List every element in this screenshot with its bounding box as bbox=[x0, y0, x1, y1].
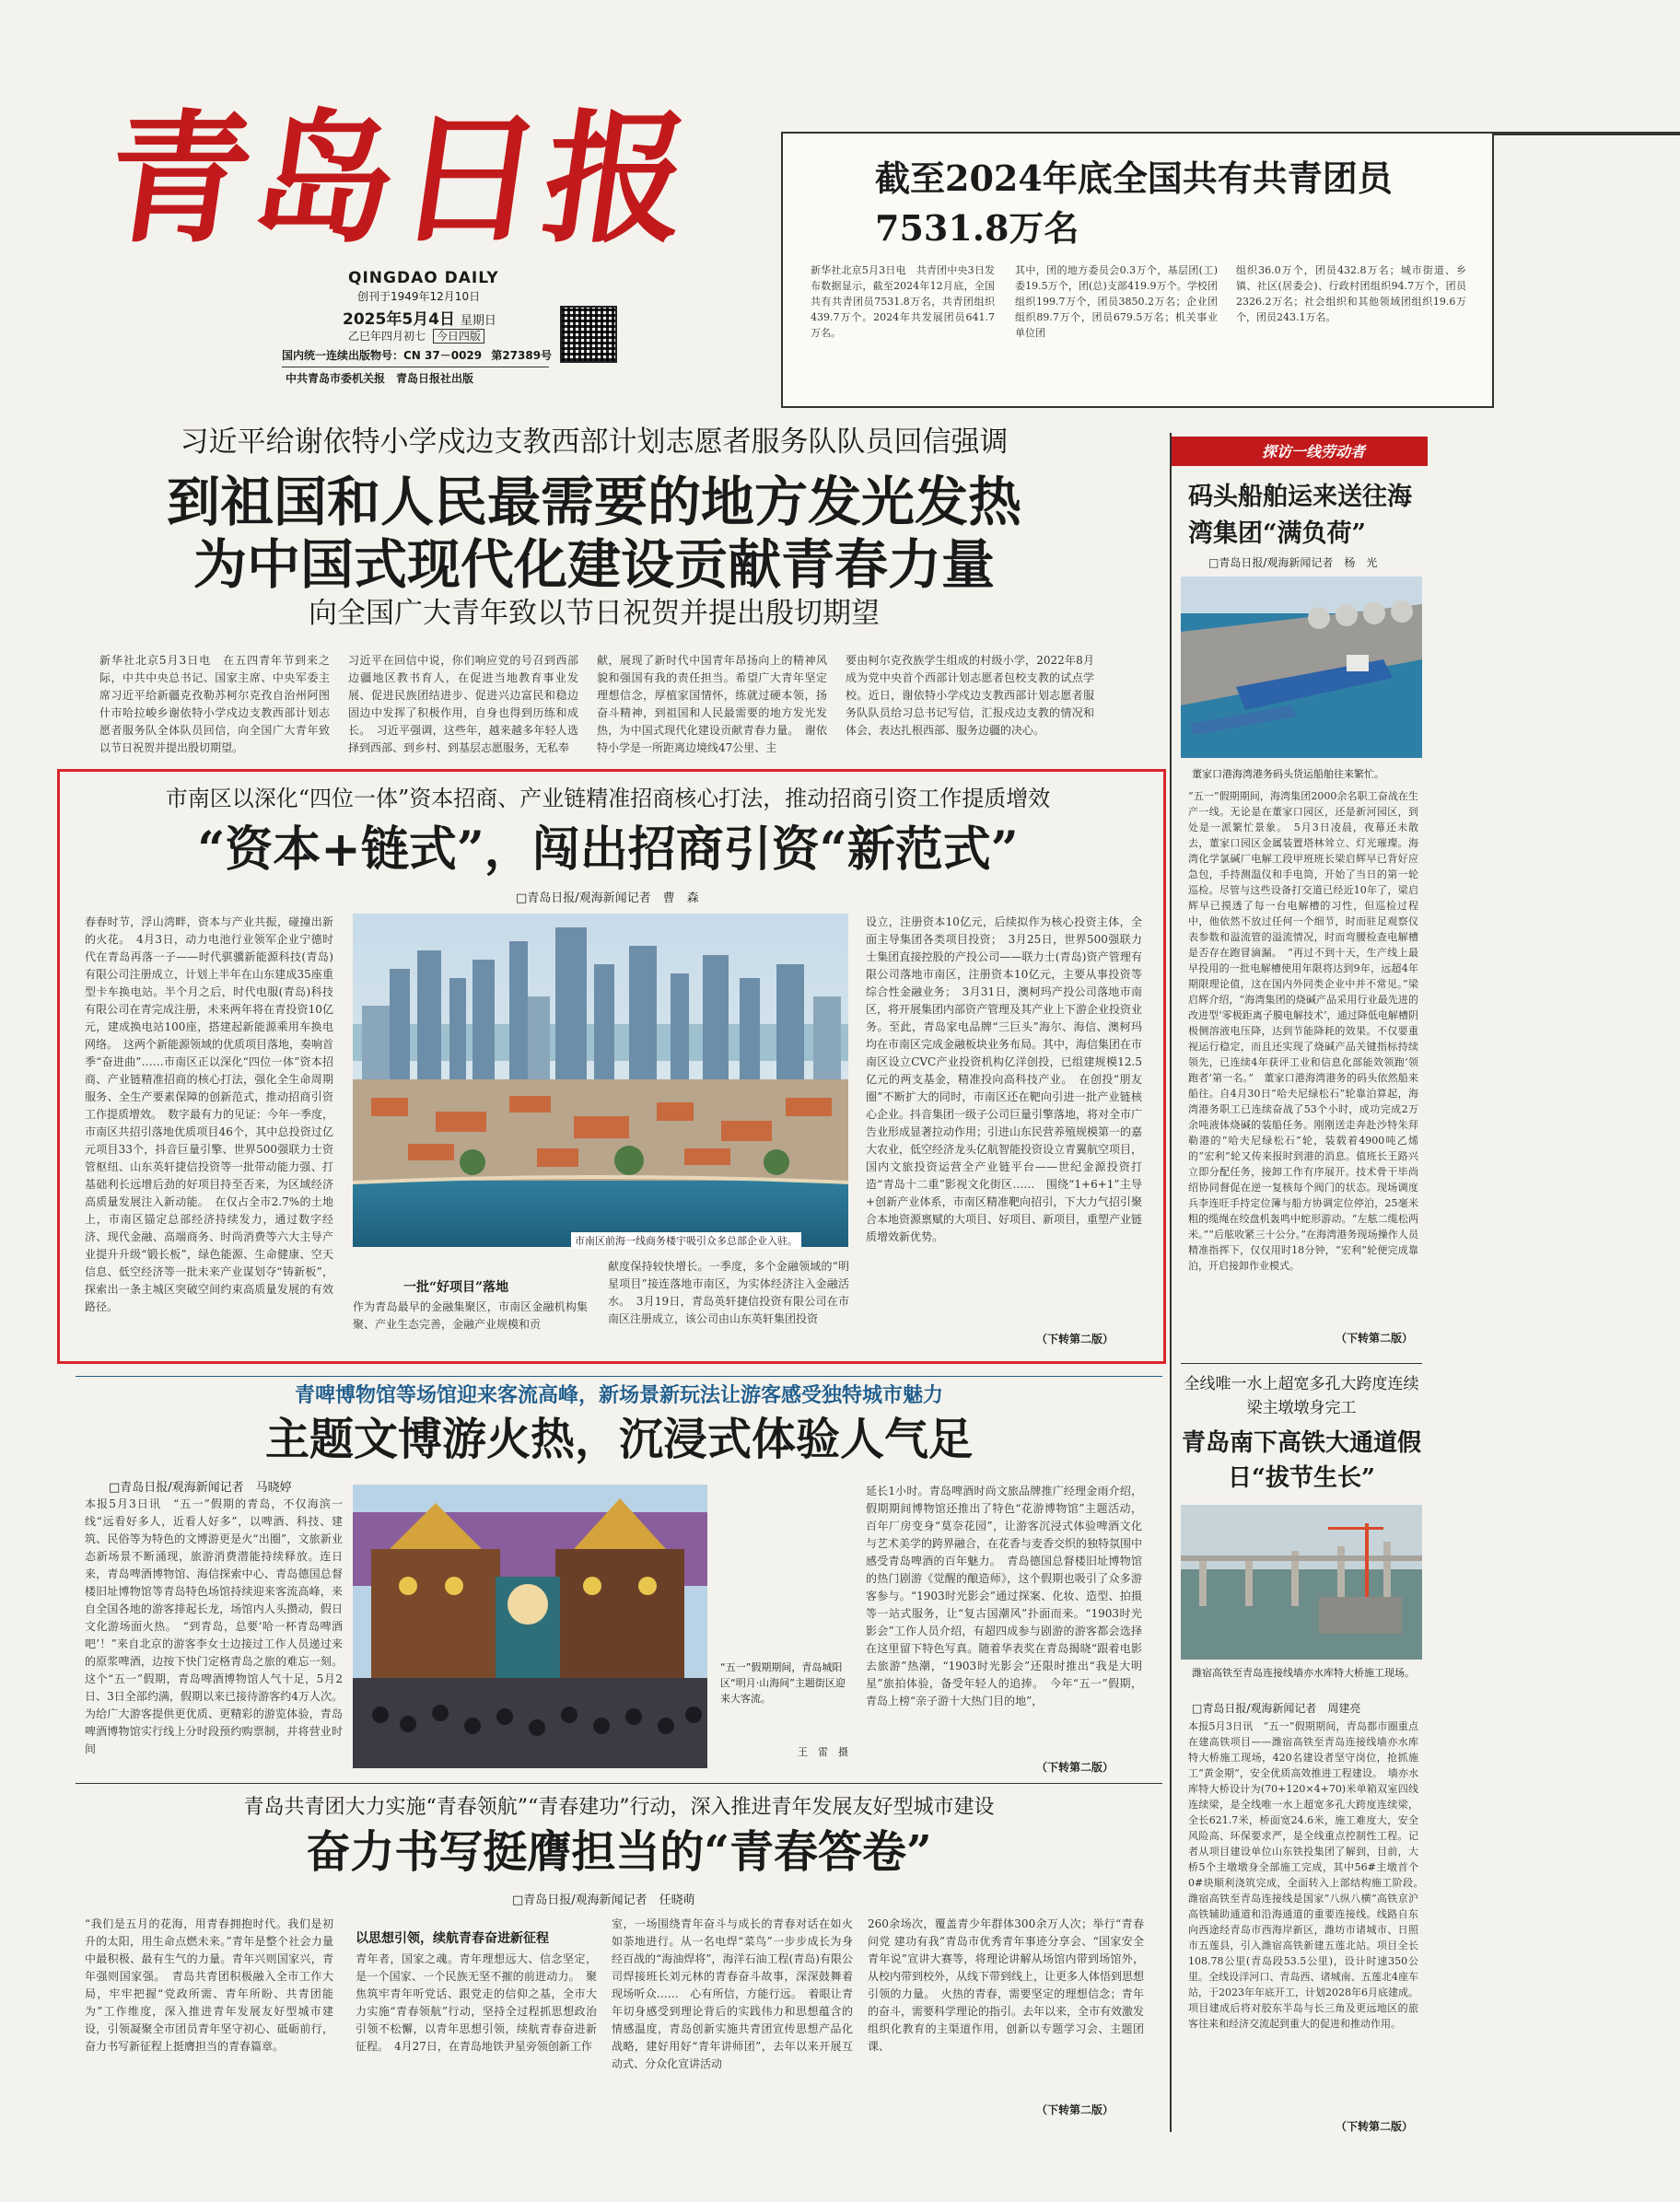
culture-headline: 主题文博游火热，沉浸式体验人气足 bbox=[264, 1414, 973, 1465]
bridge-construction-photo bbox=[1181, 1505, 1422, 1660]
page-count: 今日四版 bbox=[433, 329, 484, 344]
sidebar-story2-headline: 青岛南下高铁大通道假日“拔节生长” bbox=[1181, 1429, 1421, 1492]
sidebar-story1-headline: 码头船舶运来送往海湾集团“满负荷” bbox=[1188, 483, 1412, 548]
sidebar-story2-continued[interactable]: （下转第二版） bbox=[1336, 2120, 1414, 2133]
sidebar-story2-byline: □青岛日报/观海新闻记者 周建亮 bbox=[1192, 1702, 1361, 1715]
bridge-photo-caption: 潍宿高铁至青岛连接线墙亦水库特大桥施工现场。 bbox=[1192, 1667, 1415, 1679]
top-news-col1: 新华社北京5月3日电 共青团中央3日发布数据显示，截至2024年12月底，全国共有共青团员7531.8万名，共青团组织439.7万个。2024年共发展团员641.7万名。 bbox=[811, 264, 995, 339]
lead-kicker: 习近平给谢依特小学戍边支教西部计划志愿者服务队队员回信强调 bbox=[180, 425, 1009, 459]
lead-headline-2: 为中国式现代化建设贡献青春力量 bbox=[192, 533, 995, 596]
feature-mid-col-a: 作为青岛最早的金融集聚区，市南区金融机构集聚、产业生态完善，金融产业规模和贡 bbox=[353, 1300, 588, 1331]
feature-mid-title: 一批“好项目”落地 bbox=[403, 1280, 509, 1295]
sidebar-tag: 探访一线劳动者 bbox=[1262, 443, 1366, 460]
feature-col-right: 设立，注册资本10亿元，后续拟作为核心投资主体，全面主导集团各类项目投资； 3月25日，世界500强联力士集团直接控股的产投公司——联力士(青岛)资产管理有限公司落地市南区，注册资本10亿元，主要从事投资等综合性金融业务； 3月31日，澳柯玛产投公司落地市南区，将开展集团内部资产管理及其产业上下游企业投资业务。至此，青岛家电品牌“三巨头”海尔、海信、澳柯玛均在市南区完成金融板块业务布局。其中，海信集团在市南区设立CVC产业投资机构亿洋创投，已组建规模12.5亿元的两支基金，精准投向高科技产业。 在创投“朋友圈”不断扩大的同时，市南区还在靶向引进一批产业链核心企业。抖音集团一级子公司巨量引擎落地，将对全市广告业形成显著拉动作用；引进山东民营养殖规模第一的嘉大农业，低空经济龙头亿航智能投资设立青翼航空项目，国内文旅投资运营全产业链平台——世纪金源投资打造“青岛十二重”影视文化街区…… 围绕“1+6+1”主导+创新产业体系，市南区精准靶向招引，下大力气招引聚合本地资源禀赋的大项目、好项目、新项目，重塑产业链质增效新优势。 bbox=[866, 915, 1143, 1243]
city-skyline-photo bbox=[353, 914, 848, 1247]
youth-col3: 室，一场围绕青年奋斗与成长的青春对话在如火如荼地进行。从一名电焊“菜鸟”一步步成长为身经百战的“海油焊将”，海洋石油工程(青岛)有限公司焊接班长刘元林的青春奋斗故事，深深鼓舞着现场听众…… 心有所信，方能行远。 着眼让青年切身感受到理论背后的实践伟力和思想蕴含的情感温度，青岛创新实施共青团宣传思想产品化战略，建好用好“青年讲师团”，去年以来开展互动式、分众化宣讲活动 bbox=[612, 1917, 853, 2070]
lunar-date: 乙巳年四月初七 bbox=[348, 330, 426, 343]
feature-headline: “资本+链式”，闯出招商引资“新范式” bbox=[197, 821, 1019, 878]
culture-continued[interactable]: （下转第二版） bbox=[1036, 1761, 1114, 1774]
masthead-english: QINGDAO DAILY bbox=[348, 269, 499, 287]
culture-byline: □青岛日报/观海新闻记者 马晓婷 bbox=[109, 1481, 292, 1495]
feature-kicker: 市南区以深化“四位一体”资本招商、产业链精准招商核心打法，推动招商引资工作提质增效 bbox=[165, 786, 1051, 811]
top-news-col2: 其中，团的地方委员会0.3万个，基层团(工)委19.5万个，团(总)支部419.9万个。学校团组织199.7万个，团员3850.2万名；企业团组织89.7万个，团员679.5万名；机关事业单位团 bbox=[1015, 264, 1218, 339]
lead-col4: 要由柯尔克孜族学生组成的村级小学，2022年8月成为党中央首个西部计划志愿者包校支教的试点学校。近日，谢依特小学戍边支教西部计划志愿者服务队队员给习总书记写信，汇报戍边支教的情况和体会，表达扎根西部、服务边疆的决心。 bbox=[846, 654, 1094, 737]
feature-mid-col-b: 献度保持较快增长。一季度，多个金融领域的“明星项目”接连落地市南区，为实体经济注入金融活水。 3月19日，青岛英轩捷信投资有限公司在市南区注册成立，该公司由山东英轩集团投资 bbox=[608, 1260, 849, 1325]
founded-date: 创刊于1949年12月10日 bbox=[357, 290, 481, 303]
youth-headline: 奋力书写挺膺担当的“青春答卷” bbox=[306, 1826, 932, 1878]
city-photo-caption: 市南区前海一线商务楼宇吸引众多总部企业入驻。 bbox=[571, 1232, 801, 1249]
culture-col2: 延长1小时。青岛啤酒时尚文旅品牌推广经理金雨介绍，假期期间博物馆还推出了特色“花游博物馆”主题活动，百年厂房变身“莫奈花园”，让游客沉浸式体验啤酒文化与艺术美学的跨界融合，在花香与麦香交织的独特氛围中感受青岛啤酒的百年魅力。 青岛德国总督楼旧址博物馆的热门剧游《觉醒的酿造师》，这个假期也吸引了众多游客参与。“1903时光影会”通过探案、化妆、造型、拍摄等一站式服务，让“复古国潮风”扑面而来。“1903时光影会”工作人员介绍，有超四成参与剧游的游客都会选择在这里留下特色写真。随着华表奖在青岛揭晓“跟着电影去旅游”热潮，“1903时光影会”还限时推出“我是大明星”旅拍体验，备受年轻人的追捧。 今年“五一”假期，青岛上榜“亲子游十大热门目的地”， bbox=[866, 1485, 1143, 1707]
sidebar-story2-kicker: 全线唯一水上超宽多孔大跨度连续梁主墩墩身完工 bbox=[1184, 1375, 1419, 1417]
youth-col4: 260余场次，覆盖青少年群体300余万人次；举行“青春问党 建功有我”青岛市优秀青年事迹分享会、“国家安全青年说”宣讲大赛等，将理论讲解从场馆内带到场馆外，从校内带到校外，从线下带到线上，让更多人体悟到思想引领的力量。 火热的青春，需要坚定的理想信念；青年的奋斗，需要科学理论的指引。去年以来，全市有效激发组织化教育的主渠道作用，创新以专题学习会、主题团课、 bbox=[868, 1917, 1145, 2053]
youth-continued[interactable]: （下转第二版） bbox=[1036, 2103, 1114, 2116]
lead-col2: 习近平在回信中说，你们响应党的号召到西部边疆地区教书育人，在促进当地教育事业发展、促进民族团结进步、促进兴边富民和稳边固边中发挥了积极作用，自身也得到历练和成长。 习近平强调，这些年，越来越多年轻人选择到西部、到乡村、到基层志愿服务，无私奉 bbox=[348, 654, 578, 754]
sidebar-story1-byline: □青岛日报/观海新闻记者 杨 光 bbox=[1208, 556, 1378, 569]
lead-subheadline: 向全国广大青年致以节日祝贺并提出殷切期望 bbox=[309, 597, 880, 630]
qr-code-icon[interactable] bbox=[560, 306, 617, 363]
sidebar-story1-body: “五一”假期期间，海湾集团2000余名职工奋战在生产一线。无论是在董家口园区，还是新河园区，到处是一派繁忙景象。 5月3日凌晨，夜幕还未散去，董家口园区金属装置塔林耸立、灯光璀璨。海湾化学氯碱厂电解工段甲班班长梁启辉早已背好应急包，手持测温仪和手电筒，开始了当日的第一轮巡检。尽管与这些设备打交道已经近10年了，梁启辉早已摸透了每一台电解槽的习性，但巡检过程中，他依然不放过任何一个细节，时而驻足观察仪表参数和溢流管的溢流情况，时而弯腰检查电解槽是否存在跑冒滴漏。 “再过不到十天，生产线上最早投用的一批电解槽使用年限将达到9年，远超4年期限理论值，这在国内外同类企业中并不常见。”梁启辉介绍，“海湾集团的烧碱产品采用行业最先进的改进型‘零极距离子膜电解技术’，通过降低电解槽阴极侧溶液电压降，达到节能降耗的效果。不仅要重视运行稳定，而且还实现了烧碱产品关键指标持续领先，已连续4年获评工业和信息化部能效领跑‘领跑者’第一名。” 董家口港海湾港务的码头依然船来船往。自4月30日“哈夫尼绿松石”轮靠泊算起，海湾港务职工已连续奋战了53个小时，成功完成2万余吨液体烧碱的装船任务。刚刚送走奔赴沙特朱拜勒港的“哈夫尼绿松石”轮，装载着4900吨乙烯的“宏利”轮又传来报时到港的消息。值班长王路兴立即分配任务，接卸工作有序展开。技术骨干毕尚绍协同督促在逆一复核每个阀门的状态。现场调度兵李连旺手持定位簿与船方协调定位停泊，25毫米粗的缆绳在绞盘机轰鸣中蛇形游动。“左舷二缆松两米。”“后舷收紧三十公分。”在海湾港务现场操作人员精准指挥下，仅仅用时18分钟，“宏利”轮便完成靠泊，开启接卸作业模式。 bbox=[1188, 790, 1418, 1272]
street-photo-caption: “五一”假期期间，青岛城阳区“明月·山海间”主题街区迎来大客流。 bbox=[720, 1661, 846, 1705]
port-ships-photo bbox=[1181, 577, 1422, 758]
lead-headline-1: 到祖国和人民最需要的地方发光发热 bbox=[166, 471, 1021, 533]
feature-byline: □青岛日报/观海新闻记者 曹 森 bbox=[516, 891, 699, 905]
top-news-box bbox=[781, 132, 1494, 408]
lead-col1: 新华社北京5月3日电 在五四青年节到来之际，中共中央总书记、国家主席、中央军委主席习近平给新疆克孜勒苏柯尔克孜自治州阿图什市哈拉峻乡谢依特小学戍边支教西部计划志愿者服务队全体队员回信，向全国广大青年致以节日祝贺并提出殷切期望。 bbox=[99, 654, 330, 754]
sidebar-story2-body: 本报5月3日讯 “五一”假期期间，青岛都市圈重点在建高铁项目——潍宿高铁至青岛连接线墙亦水库特大桥施工现场，420名建设者坚守岗位，抢抓施工“黄金期”，安全优质高效推进工程建设。 墙亦水库特大桥设计为(70+120×4+70)米单箱双室四线连续梁，是全线唯一水上超宽多孔大跨度连续梁，全长621.7米，桥面宽24.6米，施工难度大，安全风险高、环保要求严，是全线重点控制性工程。记者从项目建设单位山东铁投集团了解到，目前，大桥5个主墩墩身全部施工完成，其中56#主墩首个0#块顺利浇筑完成，全面转入上部结构施工阶段。 潍宿高铁至青岛连接线是国家“八纵八横”高铁京沪高铁辅助通道和沿海通道的重要连接线。线路自东向西途经青岛市西海岸新区，潍坊市诸城市、日照市五莲县，引入潍宿高铁新建五莲北站。项目全长108.78公里(青岛段53.5公里)，设计时速350公里。全线设洋河口、青岛西、诸城南、五莲北4座车站，于2023年年底开工，计划2028年6月底建成。项目建成后将对胶东半岛与长三角及更远地区的旅客往来和经济交流起到重大的促进和推动作用。 bbox=[1188, 1720, 1429, 2030]
themed-street-photo bbox=[353, 1485, 707, 1768]
port-photo-caption: 董家口港海湾港务码头货运船舶往来繁忙。 bbox=[1192, 768, 1384, 780]
top-news-headline: 截至2024年底全国共有共青团员7531.8万名 bbox=[875, 157, 1393, 249]
feature-continued[interactable]: （下转第二版） bbox=[1036, 1333, 1114, 1346]
youth-kicker: 青岛共青团大力实施“青春领航”“青春建功”行动，深入推进青年发展友好型城市建设 bbox=[243, 1796, 995, 1819]
sidebar-story1-continued[interactable]: （下转第二版） bbox=[1336, 1332, 1414, 1345]
youth-subtitle: 以思想引领，续航青春奋进新征程 bbox=[356, 1931, 549, 1946]
cn-number: 国内统一连续出版物号：CN 37－0029 bbox=[282, 349, 483, 362]
youth-col2: 青年者，国家之魂。青年理想远大、信念坚定，是一个国家、一个民族无坚不摧的前进动力。 聚焦筑牢青年听党话、跟党走的信仰之基，全市大力实施“青春领航”行动，坚持全过程抓思想政治引领不松懈，以青年思想引领，续航青春奋进新征程。 4月27日，在青岛地铁尹星旁领创新工作 bbox=[356, 1952, 597, 2053]
culture-col1: 本报5月3日讯 “五一”假期的青岛，不仅海滨一线“远看好多人，近看人好多”，以啤酒、科技、建筑、民俗等为特色的文博游更是火“出圈”，文旅新业态新场景不断涌现，旅游消费潜能持续释放。连日来，青岛啤酒博物馆、海信探索中心、青岛德国总督楼旧址博物馆等青岛特色场馆持续迎来客流高峰，来自全国各地的游客排起长龙，场馆内人头攒动，假日文化游场面火热。 “到青岛，总要‘哈一杯青岛啤酒吧’！”来自北京的游客李女士边接过工作人员递过来的原浆啤酒，边按下快门定格青岛之旅的难忘一刻。这个“五一”假期，青岛啤酒博物馆人气十足，5月2日、3日全部约满，假期以来已接待游客约4万人次。为给广大游客提供更优质、更精彩的游览体验，青岛啤酒博物馆实行线上分时段预约购票制，并将营业时间 bbox=[85, 1497, 343, 1755]
lead-col3: 献，展现了新时代中国青年昂扬向上的精神风貌和强国有我的责任担当。希望广大青年坚定理想信念，厚植家国情怀，练就过硬本领，扬奋斗精神，到祖国和人民最需要的地方发光发热，为中国式现代化建设贡献青春力量。 谢依特小学是一所距离边境线47公里、主 bbox=[597, 654, 827, 754]
feature-col1: 春春时节，浮山湾畔，资本与产业共振，碰撞出新的火花。 4月3日，动力电池行业领军企业宁德时代在青岛再落一子——时代骐骥新能源科技(青岛)有限公司注册成立，计划上半年在山东建成35座重型卡车换电站。半个月之后，时代电服(青岛)科技有限公司在青完成注册，未来两年将在青投资10亿元，建成换电站100座，搭建起新能源乘用车换电网络。 这两个新能源领域的优质项目落地，奏响首季“奋进曲”……市南区正以深化“四位一体”资本招商、产业链精准招商的核心打法，强化全生命周期服务、全生产要素保障的创新范式，推动招商引资工作提质增效。 数字最有力的见证：今年一季度，市南区共招引落地优质项目46个，其中总投资过亿元项目33个，抖音巨量引擎、世界500强联力士资管枢纽、山东英轩捷信投资等一批带动能力强、打基础利长远增后劲的好项目持至否来，为区域经济高质量发展注入新动能。 在仅占全市2.7%的土地上，市南区锚定总部经济持续发力，通过数字经济、现代金融、高端商务、时尚消费等六大主导产业提升升级“锻长板”，绿色能源、生命健康、空天信息、低空经济等一批未来产业谋划夺“铸新板”，探索出一条主城区突破空间约束高质量发展的有效路径。 bbox=[85, 915, 334, 1313]
issue-date: 2025年5月4日 bbox=[343, 310, 455, 329]
issue-weekday: 星期日 bbox=[460, 314, 496, 328]
masthead-title: 青岛日报 bbox=[97, 96, 703, 262]
culture-kicker: 青啤博物馆等场馆迎来客流高峰，新场景新玩法让游客感受独特城市魅力 bbox=[294, 1383, 943, 1407]
issue-number: 第27389号 bbox=[491, 349, 553, 362]
publisher-line: 中共青岛市委机关报 青岛日报社出版 bbox=[286, 372, 474, 385]
youth-col1: “我们是五月的花海，用青春拥抱时代。我们是初升的太阳，用生命点燃未来。”青年是整个社会力量中最积极、最有生气的力量。青年兴则国家兴，青年强则国家强。 青岛共青团积极融入全市工作大局，牢牢把握“党政所需、青年所盼、共青团能为”工作维度，深入推进青年发展友好型城市建设，引领凝聚全市团员青年坚守初心、砥砺前行，奋力书写新征程上挺膺担当的青春篇章。 bbox=[85, 1917, 333, 2053]
street-photo-credit: 王 雷 摄 bbox=[798, 1746, 848, 1758]
top-news-col3: 组织36.0万个，团员432.8万名；城市街道、乡镇、社区(居委会)、行政村团组织94.7万个，团员2326.2万名；社会组织和其他领域团组织19.6万个，团员243.1万名。 bbox=[1236, 264, 1466, 323]
youth-byline: □青岛日报/观海新闻记者 任晓萌 bbox=[512, 1893, 695, 1907]
